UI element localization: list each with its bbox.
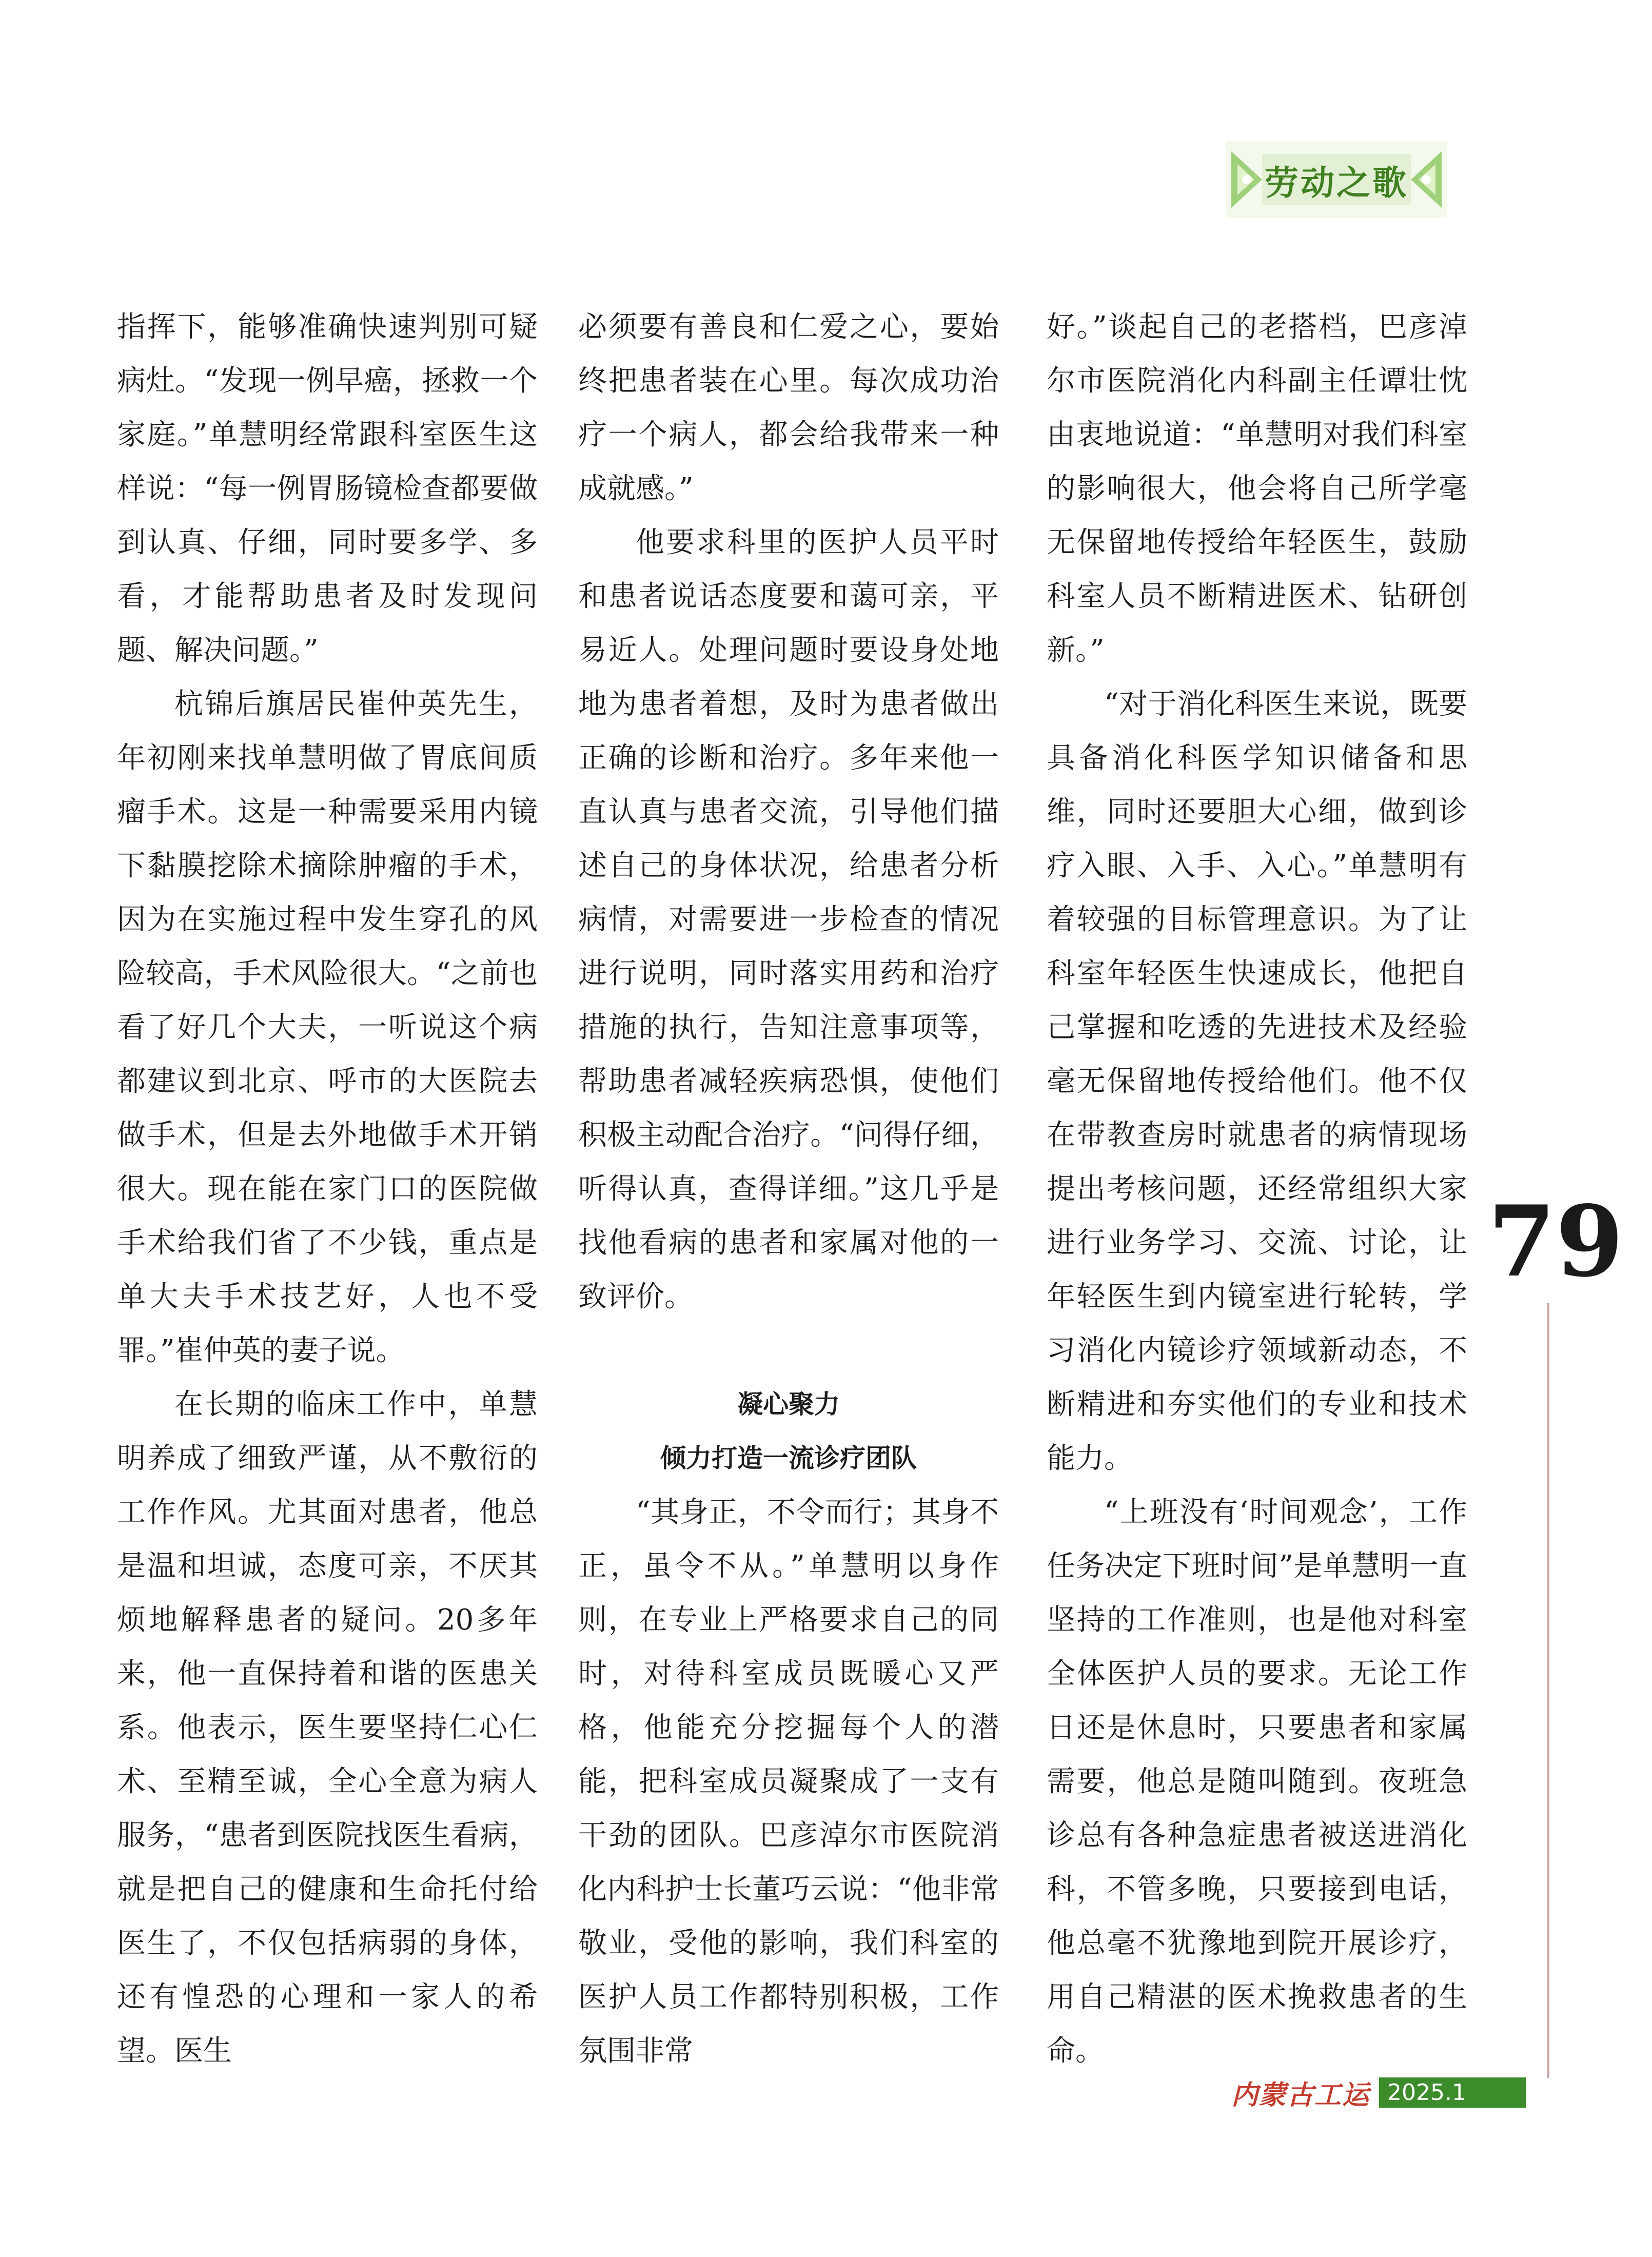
paragraph: 指挥下，能够准确快速判别可疑病灶。“发现一例早癌，拯救一个家庭。”单慧明经常跟科室医生这样说：“每一例胃肠镜检查都要做到认真、仔细，同时要多学、多看，才能帮助患者及时发现问题、解决问题。”: [117, 310, 538, 667]
paragraph: 必须要有善良和仁爱之心，要始终把患者装在心里。每次成功治疗一个病人，都会给我带来一种成就感。”: [578, 310, 999, 505]
footer: [1231, 2077, 1526, 2111]
section-title: 劳动之歌: [1265, 163, 1408, 203]
article-column-3: [1047, 300, 1467, 2078]
issue-badge: 2025.1: [1379, 2077, 1526, 2108]
paragraph: 杭锦后旗居民崔仲英先生，年初刚来找单慧明做了胃底间质瘤手术。这是一种需要采用内镜下黏膜挖除术摘除肿瘤的手术，因为在实施过程中发生穿孔的风险较高，手术风险很大。“之前也看了好几个大夫，一听说这个病都建议到北京、呼市的大医院去做手术，但是去外地做手术开销很大。现在能在家门口的医院做手术给我们省了不少钱，重点是单大夫手术技艺好，人也不受罪。”崔仲英的妻子说。: [117, 688, 538, 1367]
paragraph: “对于消化科医生来说，既要具备消化科医学知识储备和思维，同时还要胆大心细，做到诊疗入眼、入手、入心。”单慧明有着较强的目标管理意识。为了让科室年轻医生快速成长，他把自己掌握和吃透的先进技术及经验毫无保留地传授给他们。他不仅在带教查房时就患者的病情现场提出考核问题，还经常组织大家进行业务学习、交流、讨论，让年轻医生到内镜室进行轮转，学习消化内镜诊疗领域新动态，不断精进和夯实他们的专业和技术能力。: [1047, 688, 1467, 1475]
paragraph: 在长期的临床工作中，单慧明养成了细致严谨，从不敷衍的工作作风。尤其面对患者，他总是温和坦诚，态度可亲，不厌其烦地解释患者的疑问。20多年来，他一直保持着和谐的医患关系。他表示，医生要坚持仁心仁术、至精至诚，全心全意为病人服务，“患者到医院找医生看病，就是把自己的健康和生命托付给医生了，不仅包括病弱的身体，还有惶恐的心理和一家人的希望。医生: [117, 1388, 538, 2068]
margin-rule: [1547, 1303, 1549, 2078]
article-column-2: [578, 300, 999, 2078]
section-header: [1226, 141, 1447, 218]
page-number: 79: [1488, 1184, 1624, 1299]
article-column-1: [117, 300, 538, 2078]
section-subheading: 倾力打造一流诊疗团队: [660, 1443, 917, 1473]
publication-logo: 内蒙古工运: [1231, 2079, 1370, 2111]
paragraph: “上班没有‘时间观念’，工作任务决定下班时间”是单慧明一直坚持的工作准则，也是他对科室全体医护人员的要求。无论工作日还是休息时，只要患者和家属需要，他总是随叫随到。夜班急诊总有各种急症患者被送进消化科，不管多晚，只要接到电话，他总毫不犹豫地到院开展诊疗，用自己精湛的医术挽救患者的生命。: [1047, 1496, 1467, 2068]
paragraph: “其身正，不令而行；其身不正，虽令不从。”单慧明以身作则，在专业上严格要求自己的同时，对待科室成员既暖心又严格，他能充分挖掘每个人的潜能，把科室成员凝聚成了一支有干劲的团队。巴彦淖尔市医院消化内科护士长董巧云说：“他非常敬业，受他的影响，我们科室的医护人员工作都特别积极，工作氛围非常: [578, 1496, 999, 2068]
section-subheading: 凝心聚力: [737, 1389, 840, 1419]
paragraph: 他要求科里的医护人员平时和患者说话态度要和蔼可亲，平易近人。处理问题时要设身处地地为患者着想，及时为患者做出正确的诊断和治疗。多年来他一直认真与患者交流，引导他们描述自己的身体状况，给患者分析病情，对需要进一步检查的情况进行说明，同时落实用药和治疗措施的执行，告知注意事项等，帮助患者减轻疾病恐惧，使他们积极主动配合治疗。“问得仔细，听得认真，查得详细。”这几乎是找他看病的患者和家属对他的一致评价。: [578, 526, 999, 1313]
paragraph: 好。”谈起自己的老搭档，巴彦淖尔市医院消化内科副主任谭壮忱由衷地说道：“单慧明对我们科室的影响很大，他会将自己所学毫无保留地传授给年轻医生，鼓励科室人员不断精进医术、钻研创新。”: [1047, 310, 1467, 667]
